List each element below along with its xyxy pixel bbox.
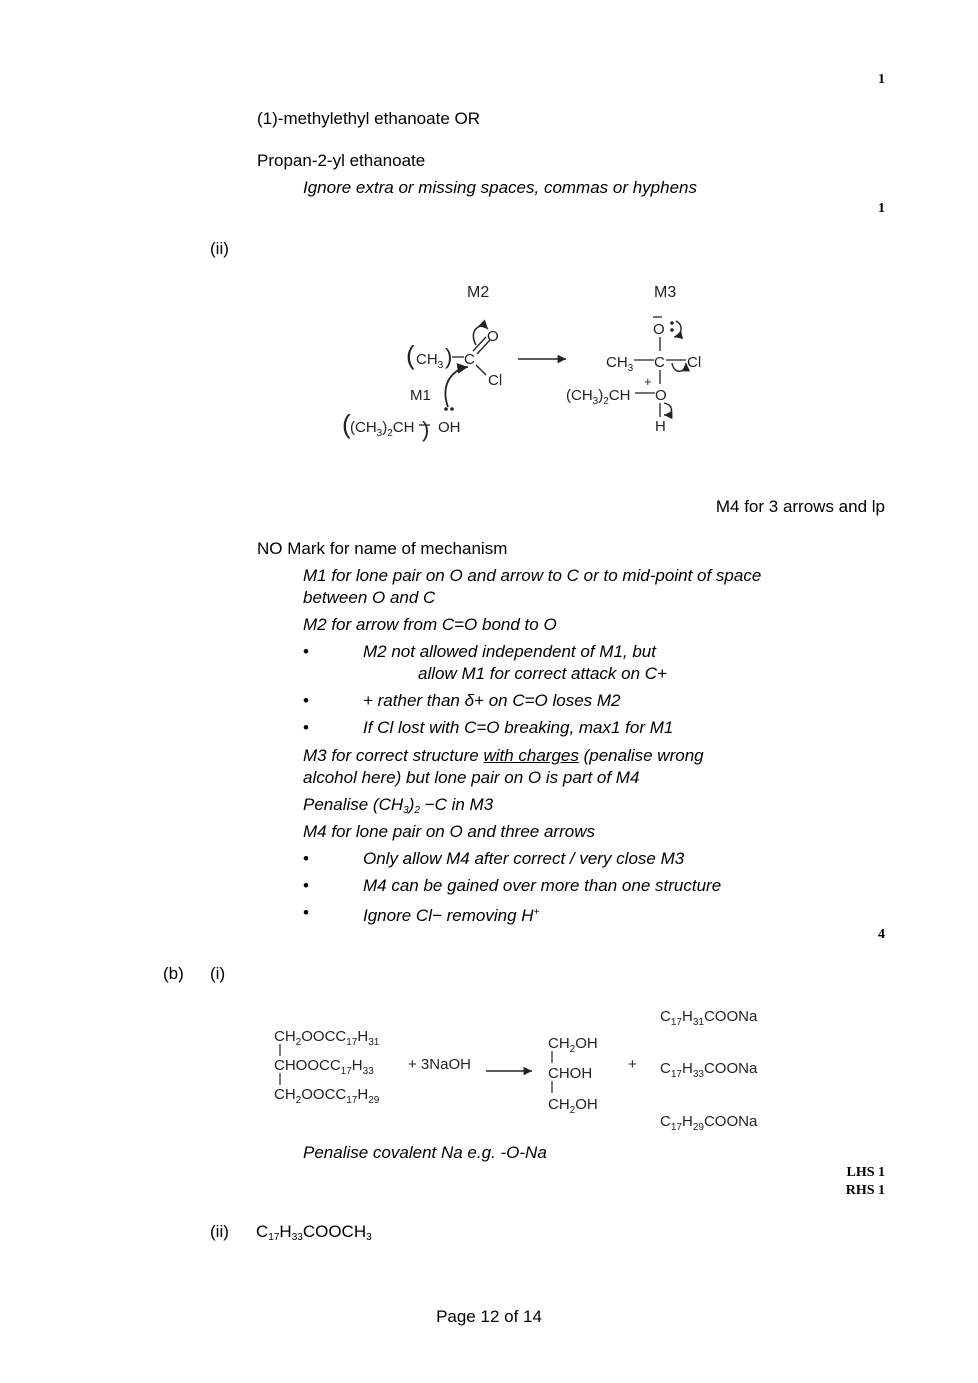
m4-summary: M4 for 3 arrows and lp <box>715 497 885 516</box>
bullet-5-text: M4 can be gained over more than one structure <box>363 876 722 895</box>
lp-dot-a <box>670 321 674 325</box>
mark-rhs: RHS 1 <box>845 1183 885 1198</box>
mark-2: 1 <box>878 201 885 216</box>
bullet-4: • <box>303 849 309 868</box>
arrow-oh-break <box>664 403 672 415</box>
bullet-6-text: Ignore Cl− removing H+ <box>363 906 540 925</box>
triglyceride-row-3: $CH_2OOCC_{17}H_{29}$ <box>274 1086 380 1106</box>
answer-name-1: (1)-methylethyl ethanoate OR <box>257 109 480 128</box>
bullet-6: • <box>303 903 309 922</box>
soap-3: $C_{17}H_{29}COONa$ <box>660 1113 758 1133</box>
lone-pair-dot-2 <box>450 407 454 411</box>
lp-dot-b <box>670 328 674 332</box>
carbon-right: C <box>654 354 665 371</box>
mark-lhs: LHS 1 <box>846 1165 885 1180</box>
m3-line-1: M3 for correct structure with charges (penalise wrong <box>303 746 704 765</box>
hydrogen: H <box>655 418 666 435</box>
part-b-ii-label: (ii) <box>210 1222 229 1241</box>
mark-1: 1 <box>878 72 885 87</box>
mechanism-diagram <box>330 275 730 455</box>
alcohol-group-right: $(CH_3)_2CH$ <box>566 387 631 407</box>
m1-line-1: M1 for lone pair on O and arrow to C or to mid-point of space <box>303 566 762 585</box>
glycerol-row-2: CHOH <box>548 1065 593 1082</box>
m2-label: M2 <box>467 284 490 301</box>
alc-bracket-close: ) <box>422 417 430 442</box>
products-plus: + <box>628 1056 637 1073</box>
oxygen-left: O <box>487 328 499 345</box>
lone-pair-dot-1 <box>444 407 448 411</box>
positive-charge: + <box>644 374 652 389</box>
page-footer: Page 12 of 14 <box>436 1307 542 1326</box>
penalise-na-line: Penalise covalent Na e.g. -O-Na <box>303 1143 547 1162</box>
answer-name-2: Propan-2-yl ethanoate <box>257 151 426 170</box>
bullet-3-text: If Cl lost with C=O breaking, max1 for M1 <box>363 718 674 737</box>
part-b-i-label: (i) <box>210 964 226 983</box>
bullet-2: • <box>303 691 309 710</box>
bullet-4-text: Only allow M4 after correct / very close M3 <box>363 849 685 868</box>
glycerol-row-1: $CH_2OH$ <box>548 1035 598 1055</box>
bracket-close: ) <box>445 344 453 369</box>
reagent-naoh: + 3NaOH <box>408 1056 471 1073</box>
m3-label: M3 <box>654 284 677 301</box>
part-b-label: (b) <box>163 964 184 983</box>
bracket-open: ( <box>406 340 415 370</box>
ch3-right: $CH_3$ <box>606 354 634 374</box>
m2-line: M2 for arrow from C=O bond to O <box>303 615 557 634</box>
arrow-reform <box>674 321 681 337</box>
alcohol-group: $(CH_3)_2CH$ <box>350 419 415 439</box>
no-mark-line: NO Mark for name of mechanism <box>257 539 508 558</box>
penalise-line: Penalise $(CH_3)_2 -C$ in M3 <box>303 795 494 816</box>
bullet-1: • <box>303 642 309 661</box>
ch3-left: $CH_3$ <box>416 351 444 371</box>
saponification-equation <box>270 1000 780 1135</box>
m4-line: M4 for lone pair on O and three arrows <box>303 822 595 841</box>
m1-label: M1 <box>410 387 431 404</box>
bullet-1-text-1: M2 not allowed independent of M1, but <box>363 642 656 661</box>
mark-3: 4 <box>878 927 885 942</box>
chlorine-right: Cl <box>687 354 702 371</box>
bullet-2-text: + rather than δ+ on C=O loses M2 <box>363 691 621 710</box>
arrow-m1 <box>445 367 468 407</box>
glycerol-row-3: $CH_2OH$ <box>548 1096 598 1116</box>
ignore-note: Ignore extra or missing spaces, commas or hyphens <box>303 178 698 197</box>
m3-line-2: alcohol here) but lone pair on O is part of M4 <box>303 768 640 787</box>
soap-1: $C_{17}H_{31}COONa$ <box>660 1008 758 1028</box>
alc-bracket-open: ( <box>342 409 351 439</box>
part-ii-label: (ii) <box>210 239 229 258</box>
oxygen-ester: O <box>655 387 667 404</box>
bond-c-cl <box>476 365 486 375</box>
soap-2: $C_{17}H_{33}COONa$ <box>660 1060 758 1080</box>
chlorine-left: Cl <box>488 372 503 389</box>
oxygen-right: O <box>653 321 665 338</box>
bullet-1-text-2: allow M1 for correct attack on C+ <box>418 664 667 683</box>
hydroxyl: OH <box>438 419 461 436</box>
methyl-ester-formula: $C_{17}H_{33}COOCH_3$ <box>256 1222 372 1243</box>
carbon-left: C <box>464 351 475 368</box>
bullet-5: • <box>303 876 309 895</box>
triglyceride-row-1: $CH_2OOCC_{17}H_{31}$ <box>274 1028 380 1048</box>
bullet-3: • <box>303 718 309 737</box>
arrow-cl-leave <box>672 363 686 371</box>
m1-line-2: between O and C <box>303 588 436 607</box>
triglyceride-row-2: $CHOOCC_{17}H_{33}$ <box>274 1057 374 1077</box>
